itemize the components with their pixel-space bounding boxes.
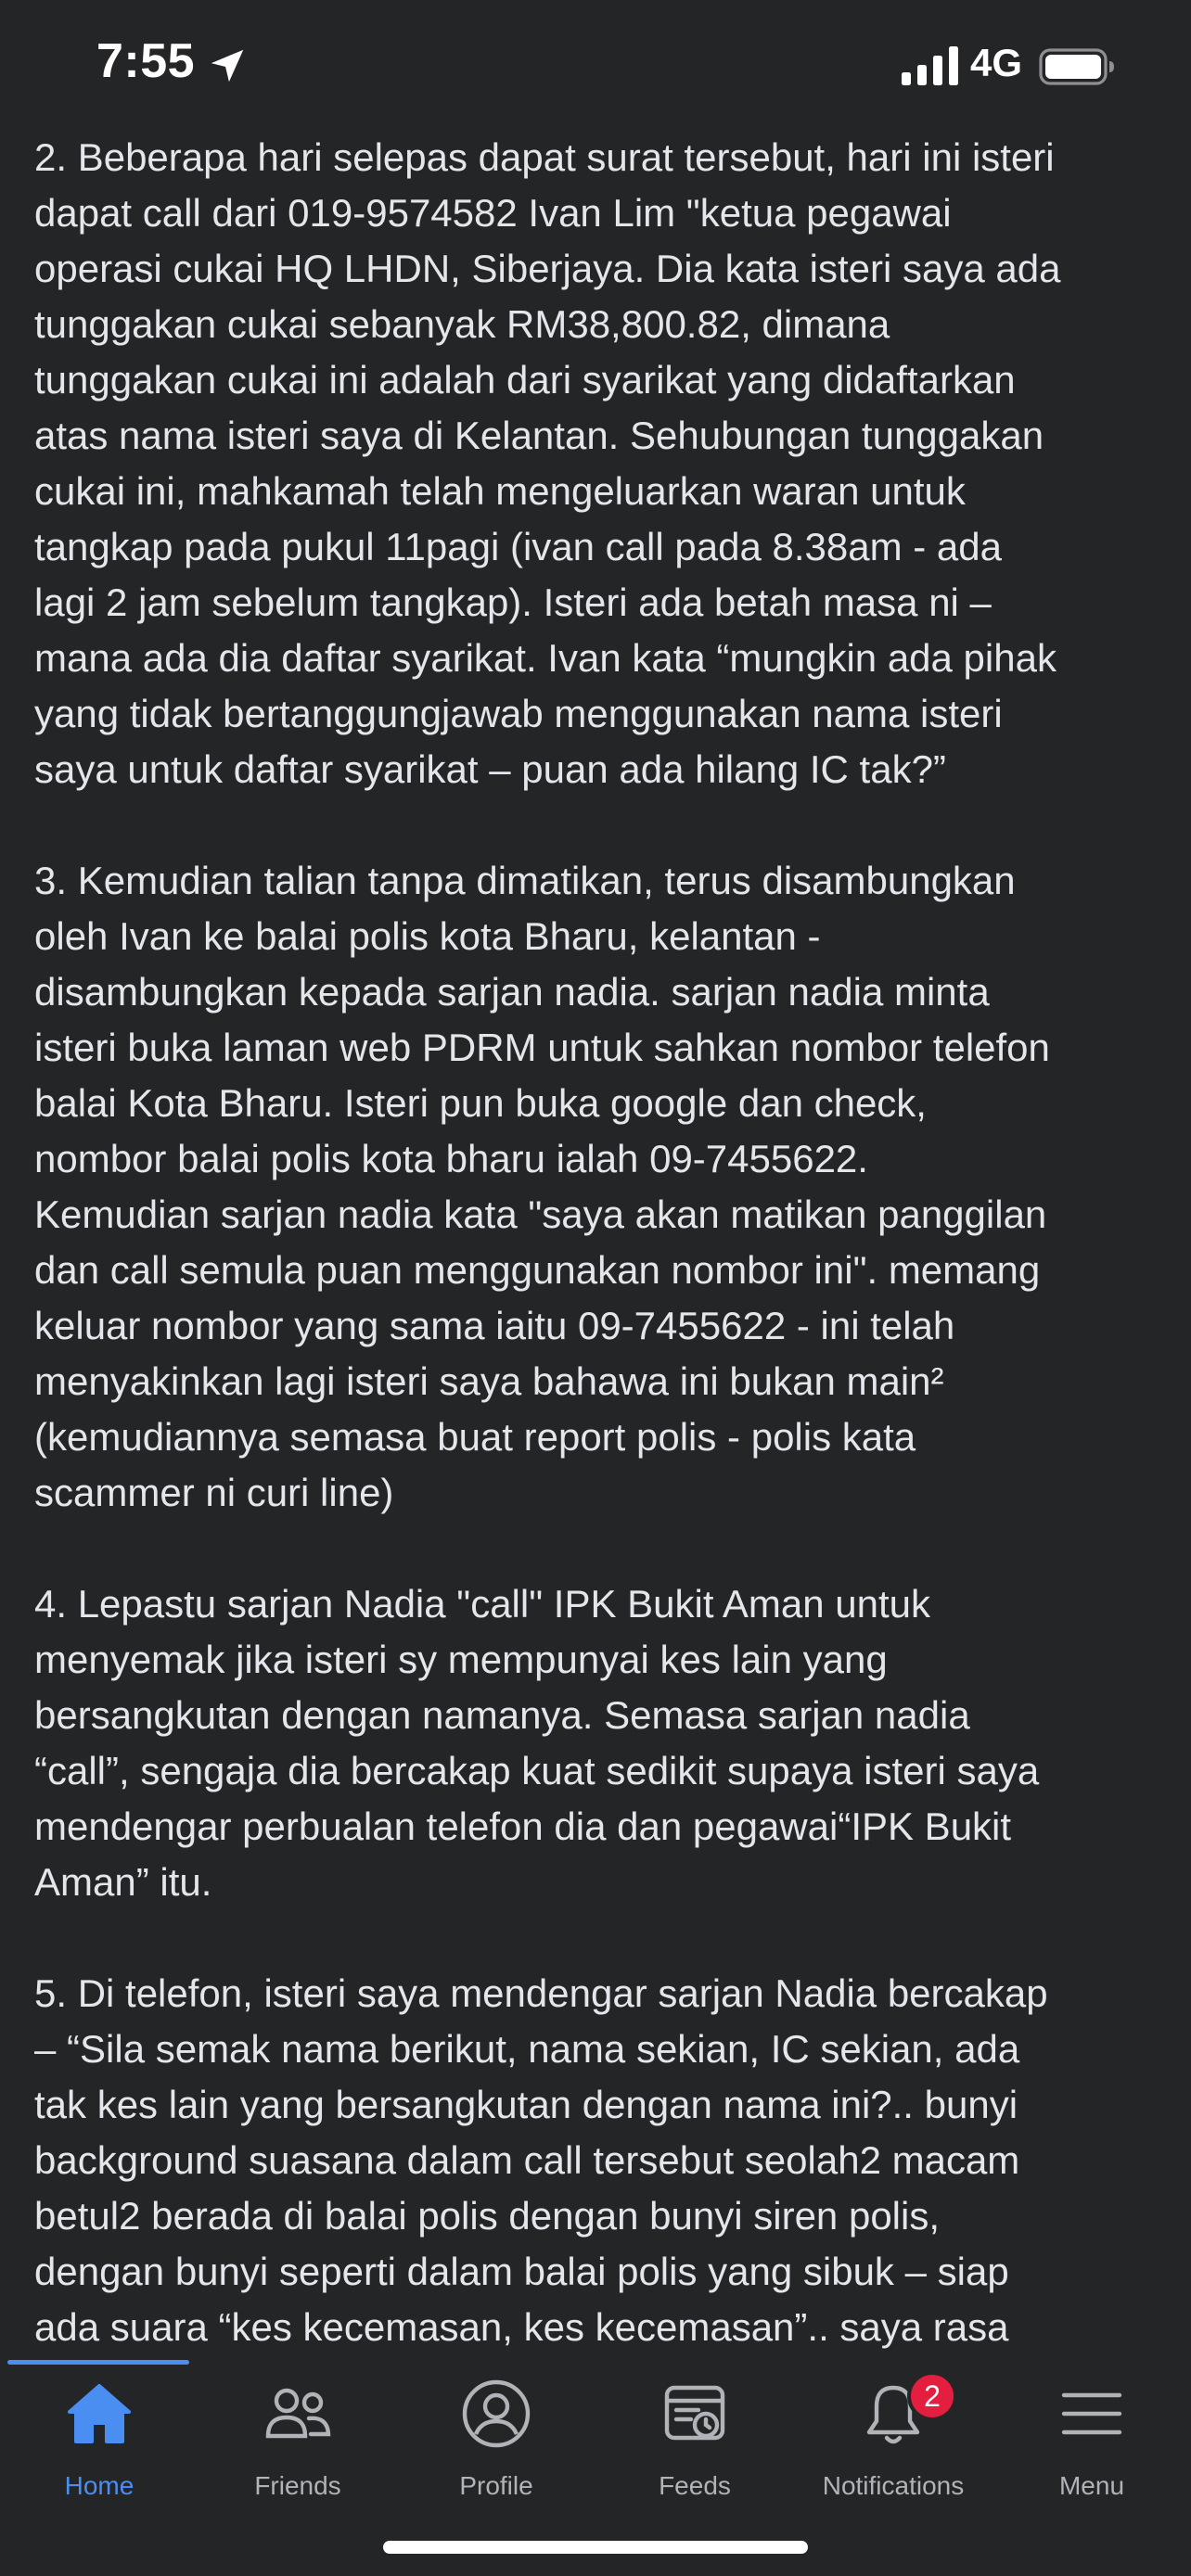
tab-label-home: Home: [64, 2471, 134, 2500]
status-time: 7:55: [96, 34, 196, 88]
tab-notifications[interactable]: [794, 2377, 992, 2516]
tab-profile[interactable]: [397, 2377, 596, 2516]
tab-label-profile: Profile: [459, 2471, 533, 2500]
signal-bars-icon: [902, 46, 959, 85]
location-arrow-icon: [206, 45, 249, 87]
tab-label-notifications: Notifications: [822, 2471, 965, 2500]
tab-friends[interactable]: [198, 2377, 397, 2516]
post-paragraph-3: 3. Kemudian talian tanpa dimatikan, terus disambungkan oleh Ivan ke balai polis kota Bharu, kelantan - disambungkan kepada sarjan nadia. sarjan nadia minta isteri buka laman web PDRM untuk sahkan nombor telefon balai Kota Bharu. Isteri pun buka google dan check, nombor balai polis kota bharu ialah 09-7455622. Kemudian sarjan nadia kata "saya akan matikan panggilan dan call semula puan menggunakan nombor ini". memang keluar nombor yang sama iaitu 09-7455622 - ini telah menyakinkan lagi isteri saya bahawa ini bukan main² (kemudiannya semasa buat report polis - polis kata scammer ni curi line): [34, 859, 1050, 1514]
notification-count-badge: 2: [907, 2371, 957, 2421]
home-icon: [62, 2377, 136, 2451]
tab-label-friends: Friends: [254, 2471, 341, 2500]
profile-icon: [459, 2377, 533, 2451]
friends-icon: [261, 2377, 335, 2451]
tab-label-feeds: Feeds: [659, 2471, 731, 2500]
status-bar: [0, 0, 1191, 130]
network-type-label: 4G: [970, 41, 1023, 84]
post-paragraph-2: 2. Beberapa hari selepas dapat surat tersebut, hari ini isteri dapat call dari 019-9574582 Ivan Lim "ketua pegawai operasi cukai HQ LHDN, Siberjaya. Dia kata isteri saya ada tunggakan cukai sebanyak RM38,800.82, dimana tunggakan cukai ini adalah dari syarikat yang didaftarkan atas nama isteri saya di Kelantan. Sehubungan tunggakan cukai ini, mahkamah telah mengeluarkan waran untuk tangkap pada pukul 11pagi (ivan call pada 8.38am - ada lagi 2 jam sebelum tangkap). Isteri ada betah masa ni – mana ada dia daftar syarikat. Ivan kata “mungkin ada pihak yang tidak bertanggungjawab menggunakan nama isteri saya untuk daftar syarikat – puan ada hilang IC tak?”: [34, 135, 1061, 791]
hamburger-menu-icon: [1055, 2377, 1129, 2451]
tab-home[interactable]: [0, 2377, 198, 2516]
post-paragraph-5: 5. Di telefon, isteri saya mendengar sarjan Nadia bercakap – “Sila semak nama berikut, nama sekian, IC sekian, ada tak kes lain yang bersangkutan dengan nama ini?.. bunyi background suasana dalam call tersebut seolah2 macam betul2 berada di balai polis dengan bunyi siren polis, dengan bunyi seperti dalam balai polis yang sibuk – siap ada suara “kes kecemasan, kes kecemasan”.. saya rasa: [34, 1971, 1048, 2349]
tab-feeds[interactable]: [596, 2377, 794, 2516]
post-body: [34, 130, 1161, 2351]
home-indicator-bar[interactable]: [383, 2541, 808, 2554]
post-paragraph-4: 4. Lepastu sarjan Nadia "call" IPK Bukit Aman untuk menyemak jika isteri sy mempunyai kes lain yang bersangkutan dengan namanya. Semasa sarjan nadia “call”, sengaja dia bercakap kuat sedikit supaya isteri saya mendengar perbualan telefon dia dan pegawai“IPK Bukit Aman” itu.: [34, 1582, 1040, 1904]
tab-menu[interactable]: [992, 2377, 1191, 2516]
feeds-icon: [658, 2377, 732, 2451]
battery-icon: [1039, 48, 1115, 85]
active-tab-indicator: [7, 2360, 189, 2365]
tab-label-menu: Menu: [1058, 2471, 1125, 2500]
